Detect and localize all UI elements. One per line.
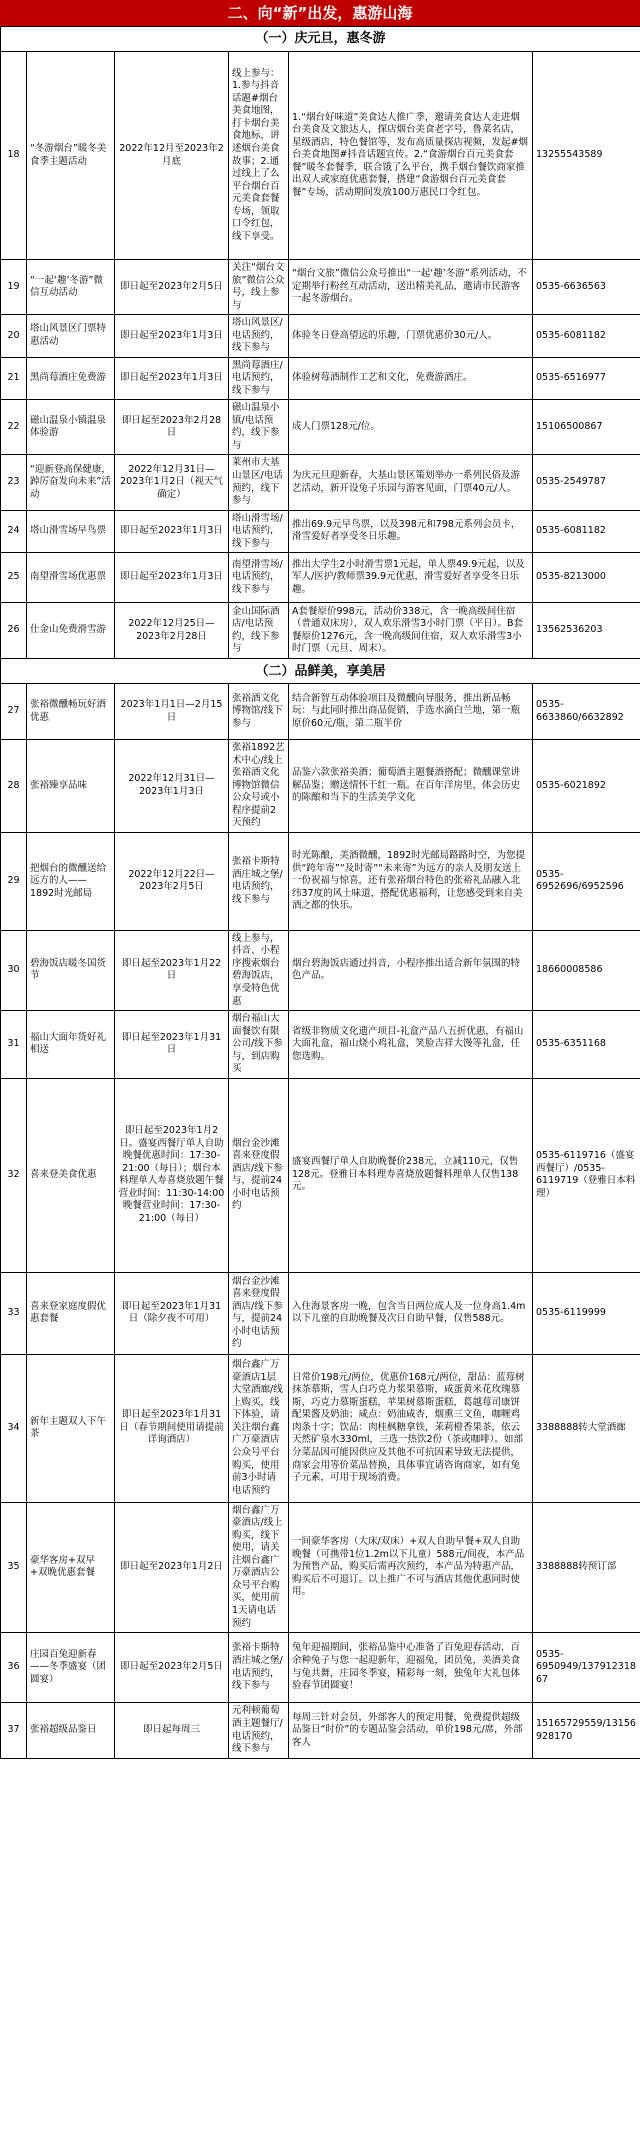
activity-time: 即日起至2023年2月28日 (115, 400, 229, 455)
activity-content: 时光陈酿，美酒微醺，1892时光邮局路路时空，为您提供“跨年寄”“及时寄”“未来寄”为远方的亲人及朋友送上一份祝福与惊喜，还有张裕烟台特色的张裕礼品融入北纬37度的风土味道，搭配优惠福利，让您感受到来自美酒之都的快乐。 (289, 832, 533, 930)
activity-time: 即日起每周三 (115, 1703, 229, 1759)
row-number: 34 (1, 1354, 27, 1502)
row-number: 32 (1, 1078, 27, 1272)
contact-phone: 0535-6081182 (533, 510, 640, 553)
activity-content: 1.“烟台好味道”美食达人推广季，邀请美食达人走进烟台美食及文旅达人，探店烟台美食老字号，鲁菜名店，星级酒店，特色餐馆等，发布高质量探店视频，发起#烟台美食地图#抖音话题宣传。2.“食游烟台百元美食套餐”暖冬套餐季，联合饿了么平台，携手烟台餐饮商家推出双人或家庭优惠套餐，搭建“食游烟台百元美食套餐”专场，活动期间发放100万惠民口令红包。 (289, 52, 533, 260)
activity-name: 张裕超级品鉴日 (27, 1703, 115, 1759)
activity-time: 2022年12月25日—2023年2月28日 (115, 603, 229, 659)
contact-phone: 15165729559/13156928170 (533, 1703, 640, 1759)
contact-phone: 0535-6351168 (533, 1011, 640, 1079)
participation-method: 关注“烟台文旅”微信公众号，线上参与 (229, 260, 289, 315)
table-row (1, 52, 640, 260)
table-row (1, 357, 640, 400)
contact-phone: 0535-6950949/13791231867 (533, 1633, 640, 1703)
section-banner: 二、向“新”出发，惠游山海 (0, 0, 640, 26)
row-number: 27 (1, 684, 27, 740)
activity-content: 成人门票128元/位。 (289, 400, 533, 455)
contact-phone: 0535-6081182 (533, 315, 640, 358)
activity-table (0, 26, 640, 1759)
participation-method: 莱州市大基山景区/电话预约，线下参与 (229, 455, 289, 510)
table-row (1, 1502, 640, 1632)
table-row (1, 400, 640, 455)
row-number: 25 (1, 553, 27, 603)
contact-phone: 3388888转预订部 (533, 1502, 640, 1632)
row-number: 18 (1, 52, 27, 260)
activity-content: 日常价198元/两位，优惠价168元/两位，甜品：蓝莓树抹茶慕斯，雪人白巧克力浆果慕斯，咸蛋黄米花玫瑰慕斯，巧克力慕斯蛋糕，苹果树慕斯蛋糕，葛越莓司康饼配果酱及奶油；咸点：奶油咸杏，烟熏三文鱼，咖喱鸡肉条十字；饮品：肉桂枫糖拿铁，茉莉橙香果茶，依云天然矿泉水330ml，三选一热饮2份（茶或咖啡）。如部分菜品因可能因供应及其他不可抗因素导致无法提供，商家会用等价菜品替换，具体事宜请咨询商家，如有兔子元素，可用于现场消费。 (289, 1354, 533, 1502)
table-row (1, 315, 640, 358)
contact-phone: 0535-6119716（盛宴西餐厅）/0535-6119719（登雅日本料理） (533, 1078, 640, 1272)
row-number: 22 (1, 400, 27, 455)
activity-content: “烟台文旅”微信公众号推出“一起‘趣’冬游”系列活动，不定期举行粉丝互动活动，送出精美礼品，邀请市民游客一起冬游烟台。 (289, 260, 533, 315)
activity-name: 磁山温泉小镇温泉体验游 (27, 400, 115, 455)
participation-method: 张裕卡斯特酒庄城之堡/电话预约，线下参与 (229, 832, 289, 930)
activity-time: 即日起至2023年1月3日 (115, 510, 229, 553)
activity-content: 体验树莓酒制作工艺和文化，免费游酒庄。 (289, 357, 533, 400)
table-row (1, 603, 640, 659)
activity-name: 仕金山免费滑雪游 (27, 603, 115, 659)
activity-time: 即日起至2023年1月31日 (115, 1011, 229, 1079)
activity-time: 2022年12月22日—2023年2月5日 (115, 832, 229, 930)
table-row (1, 510, 640, 553)
table-row (1, 740, 640, 833)
participation-method: 塔山滑雪场/电话预约，线下参与 (229, 510, 289, 553)
table-row (1, 1011, 640, 1079)
activity-time: 2022年12月31日—2023年1月3日 (115, 740, 229, 833)
participation-method: 张裕酒文化博物馆/线下参与 (229, 684, 289, 740)
activity-name: 把烟台的微醺送给远方的人——1892时光邮局 (27, 832, 115, 930)
activity-content: 兔年迎福期间，张裕品鉴中心准备了百兔迎春活动，百余种兔子与您一起迎新年，迎福兔，团员兔，美酒美食与兔共舞，庄园冬季宴，精彩每一刻，独兔年大礼包体验春节团圆宴！ (289, 1633, 533, 1703)
activity-content: 盛宴西餐厅单人自助晚餐价238元，立减110元，仅售128元。登雅日本料理寿喜烧放题餐料理单人仅售138元。 (289, 1078, 533, 1272)
table-row (1, 1272, 640, 1354)
row-number: 26 (1, 603, 27, 659)
activity-time: 即日起至2023年1月31日（除夕夜不可用） (115, 1272, 229, 1354)
activity-time: 即日起至2023年1月3日 (115, 315, 229, 358)
table-row (1, 1354, 640, 1502)
activity-name: 塔山滑雪场早鸟票 (27, 510, 115, 553)
activity-time: 即日起至2023年1月2日 (115, 1502, 229, 1632)
activity-name: 黑尚莓酒庄免费游 (27, 357, 115, 400)
table-row (1, 1703, 640, 1759)
activity-time: 即日起至2023年1月22日 (115, 930, 229, 1010)
row-number: 37 (1, 1703, 27, 1759)
contact-phone: 13255543589 (533, 52, 640, 260)
activity-time: 即日起至2023年2月5日 (115, 1633, 229, 1703)
participation-method: 塔山风景区/电话预约，线下参与 (229, 315, 289, 358)
activity-name: 张裕微醺畅玩好酒优惠 (27, 684, 115, 740)
activity-content: 入住海景客房一晚，包含当日两位成人及一位身高1.4m以下儿童的自助晚餐及次日自助早餐，仅售588元。 (289, 1272, 533, 1354)
section-title: （二）品鲜美，享美居 (1, 659, 640, 684)
participation-method: 张裕卡斯特酒庄城之堡/电话预约，线下参与 (229, 1633, 289, 1703)
contact-phone: 0535-6633860/6632892 (533, 684, 640, 740)
row-number: 28 (1, 740, 27, 833)
table-row (1, 260, 640, 315)
contact-phone: 0535-6119999 (533, 1272, 640, 1354)
table-row (1, 553, 640, 603)
activity-time: 即日起至2023年2月5日 (115, 260, 229, 315)
activity-content: 推出大学生2小时滑雪票1元起，单人票49.9元起，以及军人/医护/教师票39.9元优惠，滑雪爱好者享受冬日乐趣。 (289, 553, 533, 603)
participation-method: 南望滑雪场/电话预约，线下参与 (229, 553, 289, 603)
contact-phone: 3388888转大堂酒廊 (533, 1354, 640, 1502)
activity-name: 碧海饭店暖冬国货节 (27, 930, 115, 1010)
row-number: 35 (1, 1502, 27, 1632)
row-number: 36 (1, 1633, 27, 1703)
participation-method: 磁山温泉小镇/电话预约，线下参与 (229, 400, 289, 455)
table-row (1, 930, 640, 1010)
contact-phone: 0535-6516977 (533, 357, 640, 400)
participation-method: 金山国际酒店/电话预约，线下参与 (229, 603, 289, 659)
table-row (1, 1633, 640, 1703)
activity-content: 一间豪华客房（大床/双床）+双人自助早餐+双人自助晚餐（可携带1位1.2m以下儿童）588元/间夜，本产品为预售产品，购买后需再次预约，本产品为特惠产品，购买后不可退订。以上推广不可与酒店其他优惠同时使用。 (289, 1502, 533, 1632)
activity-time: 2022年12月31日—2023年1月2日（视天气确定） (115, 455, 229, 510)
participation-method: 线上参与：1.参与抖音话题#烟台美食地图，打卡烟台美食地标，讲述烟台美食故事；2.通过线上了么平台烟台百元美食套餐专场，领取口令红包，线下享受。 (229, 52, 289, 260)
activity-time: 2023年1月1日—2月15日 (115, 684, 229, 740)
row-number: 33 (1, 1272, 27, 1354)
contact-phone: 0535-6636563 (533, 260, 640, 315)
section-row (1, 27, 640, 52)
activity-name: 张裕臻享品味 (27, 740, 115, 833)
row-number: 20 (1, 315, 27, 358)
activity-content: 为庆元旦迎新春，大基山景区策划举办一系列民俗及游艺活动，新开设兔子乐园与游客见面，门票40元/人。 (289, 455, 533, 510)
activity-content: A套餐原价998元，活动价338元，含一晚高级间住宿（普通双床房），双人欢乐滑雪3小时门票（平日）。B套餐原价1276元，含一晚高级间住宿，双人欢乐滑雪3小时门票（元旦、周末）。 (289, 603, 533, 659)
table-row (1, 455, 640, 510)
activity-name: 喜来登美食优惠 (27, 1078, 115, 1272)
activity-time: 即日起至2023年1月3日 (115, 553, 229, 603)
activity-name: 塔山风景区门票特惠活动 (27, 315, 115, 358)
activity-name: 南望滑雪场优惠票 (27, 553, 115, 603)
participation-method: 元利顿葡萄酒主题餐厅/电话预约，线下参与 (229, 1703, 289, 1759)
section-title: （一）庆元旦，惠冬游 (1, 27, 640, 52)
participation-method: 黑尚莓酒庄/电话预约，线下参与 (229, 357, 289, 400)
participation-method: 烟台金沙滩喜来登度假酒店/线下参与，提前24小时电话预约 (229, 1078, 289, 1272)
contact-phone: 0535-6021892 (533, 740, 640, 833)
activity-content: 每周三针对会员，外部客人的预定用餐，免费提供超级品鉴日“时价”的专题品鉴会活动，单价198元/席，外部客人 (289, 1703, 533, 1759)
activity-name: 庄园百兔迎新春——冬季盛宴（团圆宴） (27, 1633, 115, 1703)
contact-phone: 15106500867 (533, 400, 640, 455)
activity-time: 2022年12月至2023年2月底 (115, 52, 229, 260)
activity-content: 省级非物质文化遗产项目-礼盒产品八五折优惠，有福山大面礼盒，福山烧小鸡礼盒，笑脸吉祥大馒等礼盒，任您选购。 (289, 1011, 533, 1079)
table-row (1, 1078, 640, 1272)
activity-content: 体验冬日登高望远的乐趣，门票优惠价30元/人。 (289, 315, 533, 358)
contact-phone: 0535-8213000 (533, 553, 640, 603)
activity-name: “冬游烟台”暖冬美食季主题活动 (27, 52, 115, 260)
activity-time: 即日起至2023年1月31日（春节期间使用请提前详询酒店） (115, 1354, 229, 1502)
contact-phone: 0535-6952696/6952596 (533, 832, 640, 930)
activity-time: 即日起至2023年1月2日。盛宴西餐厅单人自助晚餐优惠时间：17:30-21:00（每日）；烟台本料理单人寿喜烧放题午餐营业时间：11:30-14:00晚餐营业时间：17:30-21:00（每日） (115, 1078, 229, 1272)
table-row (1, 684, 640, 740)
section-row (1, 659, 640, 684)
activity-name: 福山大面年货好礼相送 (27, 1011, 115, 1079)
activity-name: 新年主题双人下午茶 (27, 1354, 115, 1502)
row-number: 19 (1, 260, 27, 315)
activity-time: 即日起至2023年1月3日 (115, 357, 229, 400)
contact-phone: 0535-2549787 (533, 455, 640, 510)
activity-content: 结合新智互动体验项目及微醺向导服务，推出新品畅玩：与此同时推出商品促销，手选水滴白兰地，第一瓶原价60元/瓶，第二瓶半价 (289, 684, 533, 740)
row-number: 23 (1, 455, 27, 510)
activity-name: “一起‘趣’冬游”微信互动活动 (27, 260, 115, 315)
row-number: 31 (1, 1011, 27, 1079)
participation-method: 烟台福山大面餐饮有限公司/线下参与，到店购买 (229, 1011, 289, 1079)
row-number: 21 (1, 357, 27, 400)
participation-method: 烟台鑫广万豪酒店1层大堂酒廊/线上购买，线下体验，请关注烟台鑫广万豪酒店公众号平台购买，使用前3小时请电话预约 (229, 1354, 289, 1502)
contact-phone: 18660008586 (533, 930, 640, 1010)
row-number: 24 (1, 510, 27, 553)
activity-content: 烟台碧海饭店通过抖音，小程序推出适合新年氛围的特色产品。 (289, 930, 533, 1010)
participation-method: 烟台金沙滩喜来登度假酒店/线下参与，提前24小时电话预约 (229, 1272, 289, 1354)
participation-method: 线上参与，抖音、小程序搜索烟台碧海饭店，享受特色优惠 (229, 930, 289, 1010)
contact-phone: 13562536203 (533, 603, 640, 659)
participation-method: 烟台鑫广万豪酒店/线上购买，线下使用，请关注烟台鑫广万豪酒店公众号平台购买，使用前1天请电话预约 (229, 1502, 289, 1632)
row-number: 30 (1, 930, 27, 1010)
activity-content: 品鉴六款张裕美酒；葡萄酒主题餐酒搭配；微醺课堂讲解品鉴；赠送情怀干红一瓶。在百年洋房里，体会历史的陈酿和当下的生活美学文化 (289, 740, 533, 833)
activity-name: “迎新登高保健康，踔厉奋发向未来”活动 (27, 455, 115, 510)
activity-name: 豪华客房+双早+双晚优惠套餐 (27, 1502, 115, 1632)
activity-name: 喜来登家庭度假优惠套餐 (27, 1272, 115, 1354)
participation-method: 张裕1892艺术中心/线上张裕酒文化博物馆微信公众号或小程序提前2天预约 (229, 740, 289, 833)
activity-content: 推出69.9元早鸟票，以及398元和798元系列会员卡，滑雪爱好者享受冬日乐趣。 (289, 510, 533, 553)
table-row (1, 832, 640, 930)
row-number: 29 (1, 832, 27, 930)
